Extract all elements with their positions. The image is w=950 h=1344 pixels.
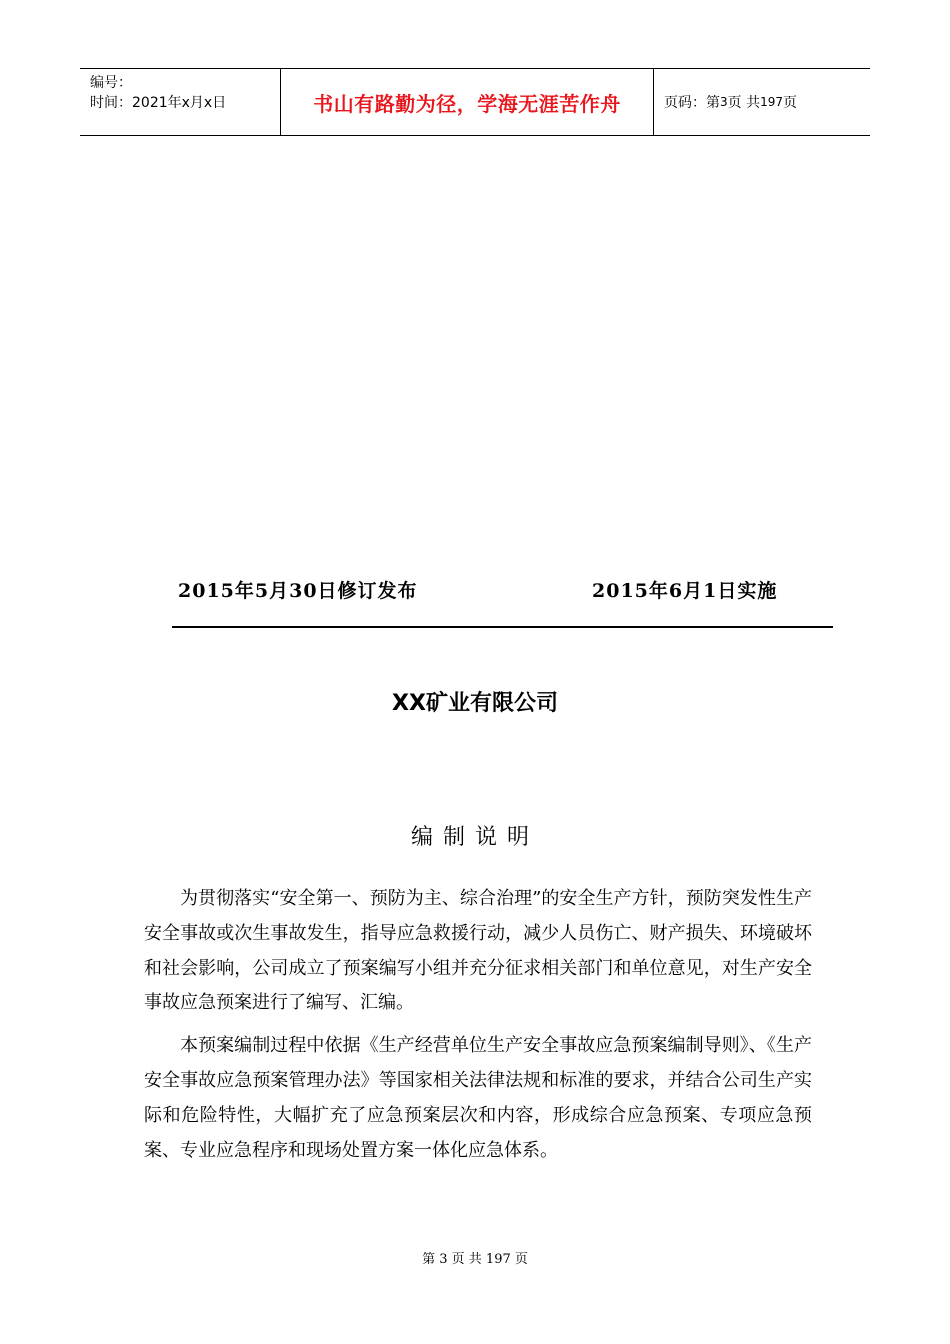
- paragraph: 本预案编制过程中依据《生产经营单位生产安全事故应急预案编制导则》、《生产安全事故应急预案管理办法》等国家相关法律法规和标准的要求，并结合公司生产实际和危险特性，大幅扩充了应急预案层次和内容，形成综合应急预案、专项应急预案、专业应急程序和现场处置方案一体化应急体系。: [144, 1035, 812, 1161]
- body-text: [144, 882, 812, 1176]
- header-page-cell: [654, 69, 870, 135]
- header-page-suffix: 页: [783, 95, 797, 111]
- effective-date: 2015年6月1日实施: [592, 580, 778, 602]
- page-header: [80, 68, 870, 136]
- horizontal-rule: [172, 626, 833, 628]
- page-footer: 第 3 页 共 197 页: [422, 1252, 528, 1267]
- company-name: XX矿业有限公司: [392, 691, 558, 716]
- header-page-prefix: 页码：第: [664, 95, 720, 111]
- section-title: 编制说明: [410, 825, 539, 850]
- header-page-mid: 页 共: [727, 95, 761, 111]
- document-time-label: 时间：2021年x月x日: [90, 95, 227, 111]
- header-motto-cell: [281, 69, 654, 135]
- document-number-label: 编号：: [90, 75, 132, 91]
- header-motto: 书山有路勤为径，学海无涯苦作舟: [313, 91, 621, 116]
- header-page-total: 197: [760, 95, 783, 109]
- header-meta-cell: [80, 69, 281, 135]
- header-page-current: 3: [720, 95, 728, 109]
- paragraph: 为贯彻落实“安全第一、预防为主、综合治理”的安全生产方针，预防突发性生产安全事故或次生事故发生，指导应急救援行动，减少人员伤亡、财产损失、环境破坏和社会影响，公司成立了预案编写小组并充分征求相关部门和单位意见，对生产安全事故应急预案进行了编写、汇编。: [144, 888, 812, 1014]
- revision-date: 2015年5月30日修订发布: [178, 580, 418, 602]
